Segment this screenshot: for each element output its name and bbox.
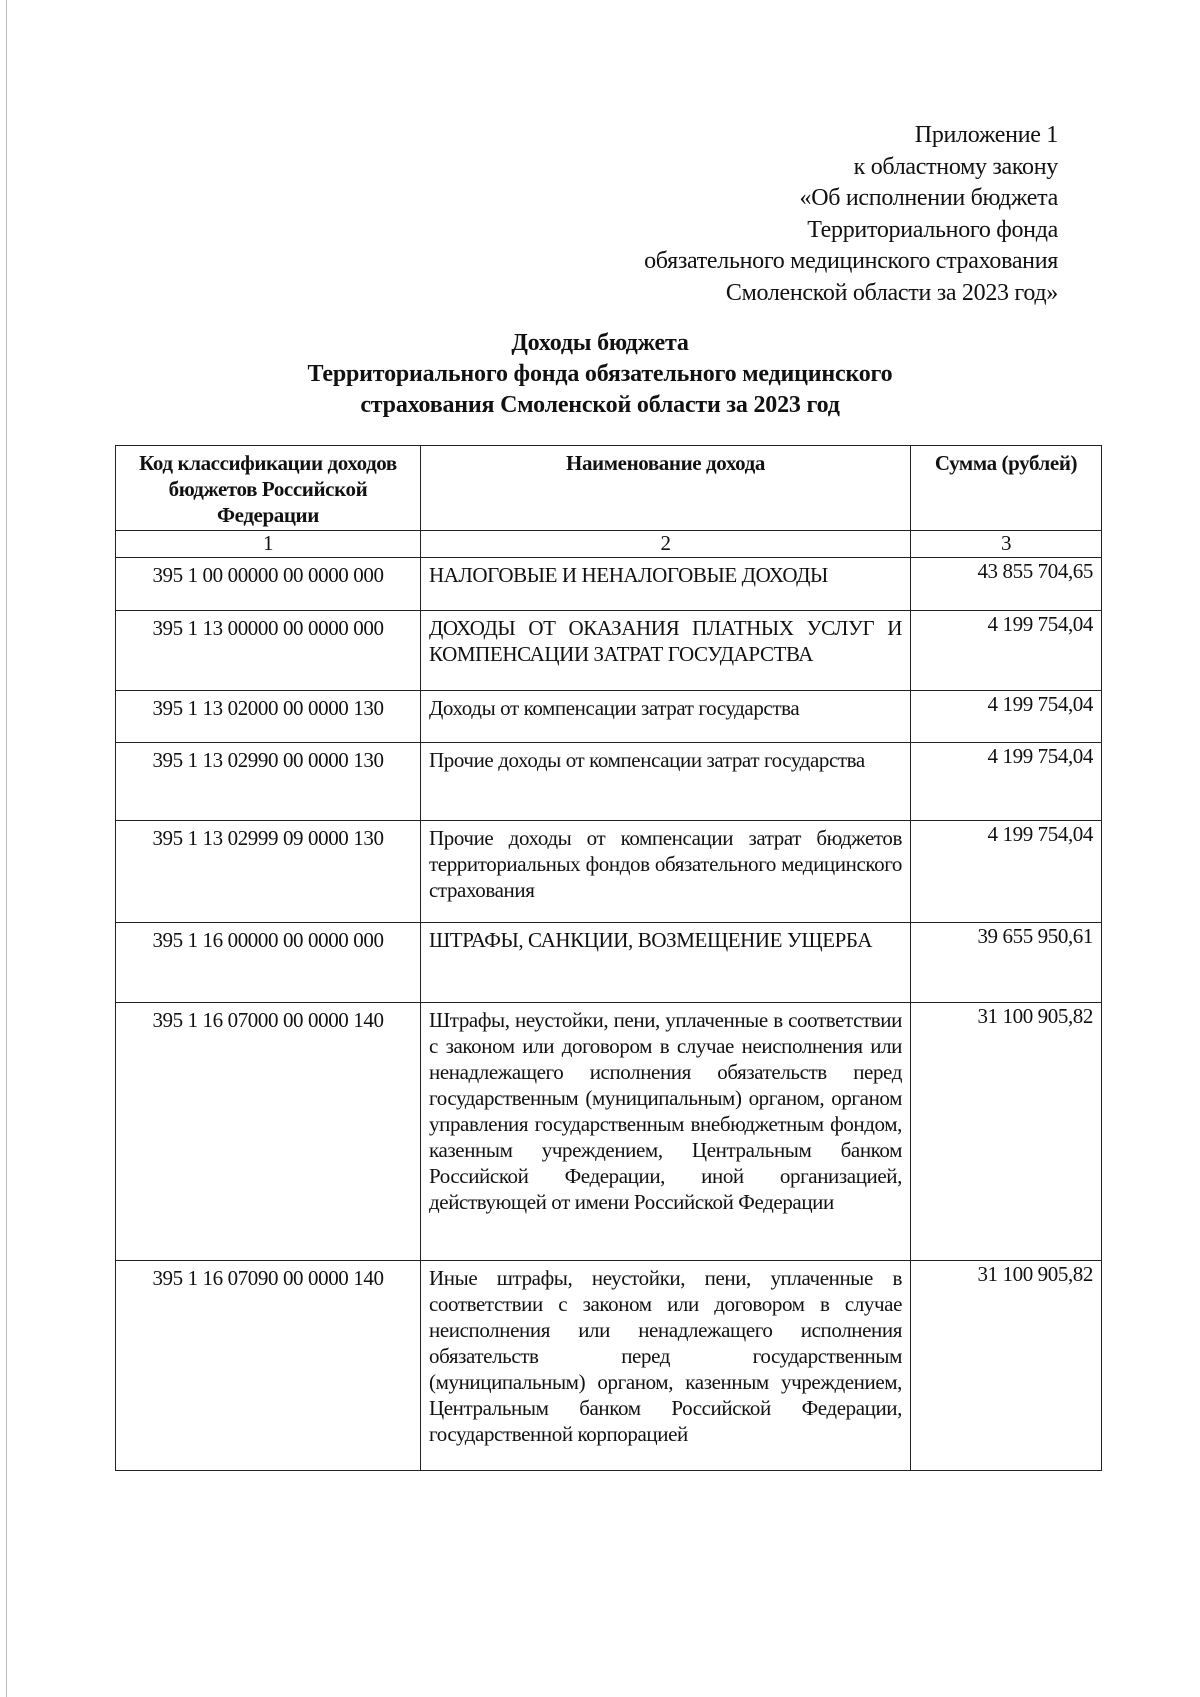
row-sum: 4 199 754,04 bbox=[911, 821, 1102, 923]
appendix-line: Территориального фонда bbox=[807, 216, 1058, 243]
table-row bbox=[116, 923, 1102, 1003]
column-number-row bbox=[116, 531, 1102, 558]
row-code: 395 1 00 00000 00 0000 000 bbox=[116, 558, 421, 611]
table-row bbox=[116, 558, 1102, 611]
row-sum: 31 100 905,82 bbox=[911, 1003, 1102, 1261]
table-row bbox=[116, 611, 1102, 691]
row-code: 395 1 13 02990 00 0000 130 bbox=[116, 743, 421, 821]
row-sum: 4 199 754,04 bbox=[911, 611, 1102, 691]
row-code: 395 1 16 07090 00 0000 140 bbox=[116, 1261, 421, 1471]
header-name: Наименование дохода bbox=[421, 446, 911, 531]
column-number: 3 bbox=[911, 531, 1102, 558]
income-table bbox=[115, 445, 1102, 1471]
row-name: Прочие доходы от компенсации затрат бюджетов территориальных фондов обязательного медицинского страхования bbox=[421, 821, 911, 923]
row-name: ШТРАФЫ, САНКЦИИ, ВОЗМЕЩЕНИЕ УЩЕРБА bbox=[421, 923, 911, 1003]
row-sum: 31 100 905,82 bbox=[911, 1261, 1102, 1471]
title-line: страхования Смоленской области за 2023 год bbox=[360, 392, 840, 418]
table-row bbox=[116, 1261, 1102, 1471]
table-row bbox=[116, 821, 1102, 923]
header-code: Код классификации доходов бюджетов Российской Федерации bbox=[116, 446, 421, 531]
appendix-line: «Об исполнении бюджета bbox=[799, 185, 1058, 211]
row-sum: 4 199 754,04 bbox=[911, 691, 1102, 743]
column-number: 1 bbox=[116, 531, 421, 558]
row-name: Штрафы, неустойки, пени, уплаченные в соответствии с законом или договором в случае неисполнения или ненадлежащего исполнения обязательств перед государственным (муниципальным) органом, органом управления государственным внебюджетным фондом, казенным учреждением, Центральным банком Российской Федерации, иной организацией, действующей от имени Российской Федерации bbox=[421, 1003, 911, 1261]
row-name: Прочие доходы от компенсации затрат государства bbox=[421, 743, 911, 821]
appendix-line: Смоленской области за 2023 год» bbox=[725, 279, 1058, 306]
row-name: Иные штрафы, неустойки, пени, уплаченные в соответствии с законом или договором в случае неисполнения или ненадлежащего исполнения обязательств перед государственным (муниципальным) органом, казенным учреждением, Центральным банком Российской Федерации, государственной корпорацией bbox=[421, 1261, 911, 1471]
row-sum: 43 855 704,65 bbox=[911, 558, 1102, 611]
row-sum: 39 655 950,61 bbox=[911, 923, 1102, 1003]
appendix-line: обязательного медицинского страхования bbox=[644, 248, 1058, 274]
appendix-line: Приложение 1 bbox=[914, 122, 1058, 148]
header-row bbox=[116, 446, 1102, 531]
scan-edge bbox=[6, 0, 7, 1697]
row-code: 395 1 13 00000 00 0000 000 bbox=[116, 611, 421, 691]
appendix-line: к областному закону bbox=[853, 153, 1058, 180]
row-code: 395 1 13 02000 00 0000 130 bbox=[116, 691, 421, 743]
table-row bbox=[116, 691, 1102, 743]
document-title bbox=[0, 328, 1200, 421]
row-name: НАЛОГОВЫЕ И НЕНАЛОГОВЫЕ ДОХОДЫ bbox=[421, 558, 911, 611]
table-row bbox=[116, 743, 1102, 821]
header-sum: Сумма (рублей) bbox=[911, 446, 1102, 531]
row-name: Доходы от компенсации затрат государства bbox=[421, 691, 911, 743]
row-code: 395 1 13 02999 09 0000 130 bbox=[116, 821, 421, 923]
column-number: 2 bbox=[421, 531, 911, 558]
row-code: 395 1 16 07000 00 0000 140 bbox=[116, 1003, 421, 1261]
appendix-note bbox=[644, 120, 1058, 309]
row-sum: 4 199 754,04 bbox=[911, 743, 1102, 821]
table-row bbox=[116, 1003, 1102, 1261]
title-line: Доходы бюджета bbox=[511, 330, 689, 356]
title-line: Территориального фонда обязательного медицинского bbox=[307, 361, 893, 387]
row-code: 395 1 16 00000 00 0000 000 bbox=[116, 923, 421, 1003]
row-name: ДОХОДЫ ОТ ОКАЗАНИЯ ПЛАТНЫХ УСЛУГ И КОМПЕНСАЦИИ ЗАТРАТ ГОСУДАРСТВА bbox=[421, 611, 911, 691]
